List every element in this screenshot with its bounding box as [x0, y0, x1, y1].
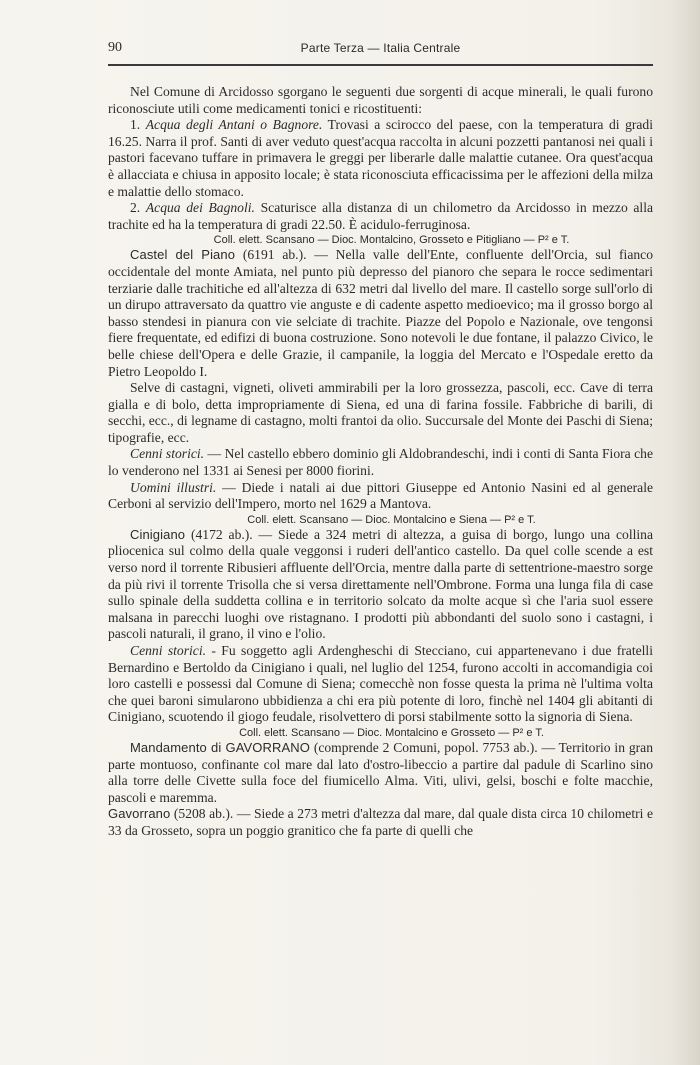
gavorrano-paragraph [108, 806, 653, 839]
section-text: — Nel castello ebbero dominio gli Aldobrandeschi, indi i conti di Santa Fiora che lo venderono nel 1331 ai Senesi per 8000 fiorini. [108, 446, 654, 479]
entry-text: (6191 ab.). — Nella valle dell'Ente, confluente dell'Orcia, sul fianco occidentale del monte Amiata, nel punto più depresso del pianoro che separa le rocce sedimentari terziarie dalle trachitiche ed all'altezza di 632 metri dal livello del mare. Il castello sorge sull'orlo di un dirupo attraversato da quattro vie anguste e di cadente aspetto medioevico; ma il grosso borgo al basso stendesi in pianura con vie selciate di trachite. Piazze del Popolo e Nazionale, ove tengonsi fiere frequentate, ed edifizi di buona costruzione. Sono notevoli le due fontane, il palazzo Civico, le belle chiese dell'Opera e delle Grazie, il campanile, la loggia del Mercato e l'Ospedale eretto da Pietro Leopoldo I. [108, 247, 653, 379]
item-title: Acqua dei Bagnoli. [145, 200, 255, 216]
arcidosso-intro: Nel Comune di Arcidosso sgorgano le seguenti due sorgenti di acque minerali, le quali furono riconosciute utili come medicamenti tonici e ricostituenti: [108, 84, 653, 116]
header-rule [108, 64, 653, 66]
item-text: Scaturisce alla distanza di un chilometro da Arcidosso in mezzo alla trachite ed ha la temperatura di gradi 22.50. È acidulo-ferruginosa. [108, 200, 654, 232]
gavorrano-mandamento-paragraph [108, 740, 653, 806]
electoral-caption: Coll. elett. Scansano — Dioc. Montalcino, Grosseto e Pitigliano — P² e T. [213, 234, 570, 247]
cinigiano-paragraph [108, 527, 653, 643]
entry-text: (4172 ab.). — Siede a 324 metri di altezza, a guisa di borgo, lungo una collina pliocenica sul colmo della quale veggonsi i ruderi dell'antico castello. Da quel colle scende a est verso nord il torrente Ribusieri affluente dell'Orcia, mentre dalla parte di settentrione-maestro sorge da più rivi il torrente Trisolla che si versa direttamente nell'Ombrone. Forma una lunga fila di case sullo spinale della suddetta collina e in territorio solcato da molte acque sì che l'aria suol essere malsana in parecchi luoghi ove ristagnano. I prodotti più abbondanti del suolo sono i castagni, i pascoli naturali, il grano, il vino e l'olio. [108, 526, 653, 642]
entry-heading: Mandamento di GAVORRANO [130, 739, 310, 755]
castel-del-piano-products: Selve di castagni, vigneti, oliveti ammirabili per la loro grossezza, pascoli, ecc. Cave di terra gialla e di bolo, detta impropriamente di Siena, ed una di farina fossile. Fabbriche di barili, di secchi, ecc., di legname di castagno, molti frantoi da olio. Succursale del Monte dei Paschi di Siena; tipografie, ecc. [108, 380, 653, 445]
section-label: Cenni storici. [130, 643, 206, 658]
electoral-caption: Coll. elett. Scansano — Dioc. Montalcino e Siena — P² e T. [247, 513, 536, 526]
arcidosso-item-1 [108, 117, 653, 200]
castel-del-piano-uomini [108, 480, 653, 513]
section-label: Uomini illustri. [130, 479, 217, 495]
entry-heading: Castel del Piano [130, 247, 236, 263]
section-text: - Fu soggetto agli Ardengheschi di Stecciano, cui appartenevano i due fratelli Bernardino e Bertoldo da Cinigiano i quali, nel luglio del 1254, furono accolti in accomandigia coi loro castelli e possessi dal Comune di Siena; comecchè non fosse questa la prima nè l'ultima volta che quei baroni simularono ubbidienza a chi era più potente di loro, finchè nel 1404 gli abitanti di Cinigiano, scuotendo il giogo feudale, risolvettero di porsi stabilmente sotto la signoria di Siena. [108, 643, 653, 725]
castel-del-piano-paragraph [108, 247, 653, 380]
entry-text: (comprende 2 Comuni, popol. 7753 ab.). — Territorio in gran parte montuoso, confinante col mare dal lato d'ostro-libeccio a partire dal padule di Scarlino sino alla torre delle Civette sulla foce del fiumicello Alma. Viti, ulivi, gelsi, boschi e folte macchie, pascoli e maremma. [108, 739, 653, 805]
running-title: Parte Terza — Italia Centrale [300, 41, 461, 55]
item-title: Acqua degli Antani o Bagnore. [145, 117, 323, 133]
section-label: Cenni storici. [130, 446, 205, 462]
entry-text: (5208 ab.). — Siede a 273 metri d'altezza dal mare, dal quale dista circa 10 chilometri e 33 da Grosseto, sopra un poggio granitico che fa parte di quelli che [108, 806, 653, 838]
electoral-caption: Coll. elett. Scansano — Dioc. Montalcino e Grosseto — P² e T. [239, 726, 544, 739]
castel-del-piano-cenni [108, 446, 653, 479]
page-header [108, 38, 653, 58]
arcidosso-item-2 [108, 200, 653, 233]
page-number: 90 [108, 40, 122, 55]
entry-heading: Cinigiano [130, 526, 186, 542]
entry-heading: Gavorrano [108, 806, 171, 822]
item-text: Trovasi a scirocco del paese, con la temperatura di gradi 16.25. Narra il prof. Santi di aver veduto quest'acqua raccolta in alcuni pozzetti pantanosi nei quali i pastori facevano tuffare in primavera le greggi per liberarle dalle malattie cutanee. Ora quest'acqua è allacciata e chiusa in apposito locale; è stata riconosciuta efficacissima per le affezioni della milza e malattie dello stomaco. [108, 117, 654, 199]
item-number: 1. [130, 117, 141, 133]
section-text: — Diede i natali ai due pittori Giuseppe ed Antonio Nasini ed al generale Cerboni al servizio dell'Impero, morto nel 1629 a Mantova. [108, 479, 654, 512]
item-number: 2. [130, 200, 141, 216]
cinigiano-cenni [108, 643, 653, 726]
body-text [108, 84, 653, 840]
